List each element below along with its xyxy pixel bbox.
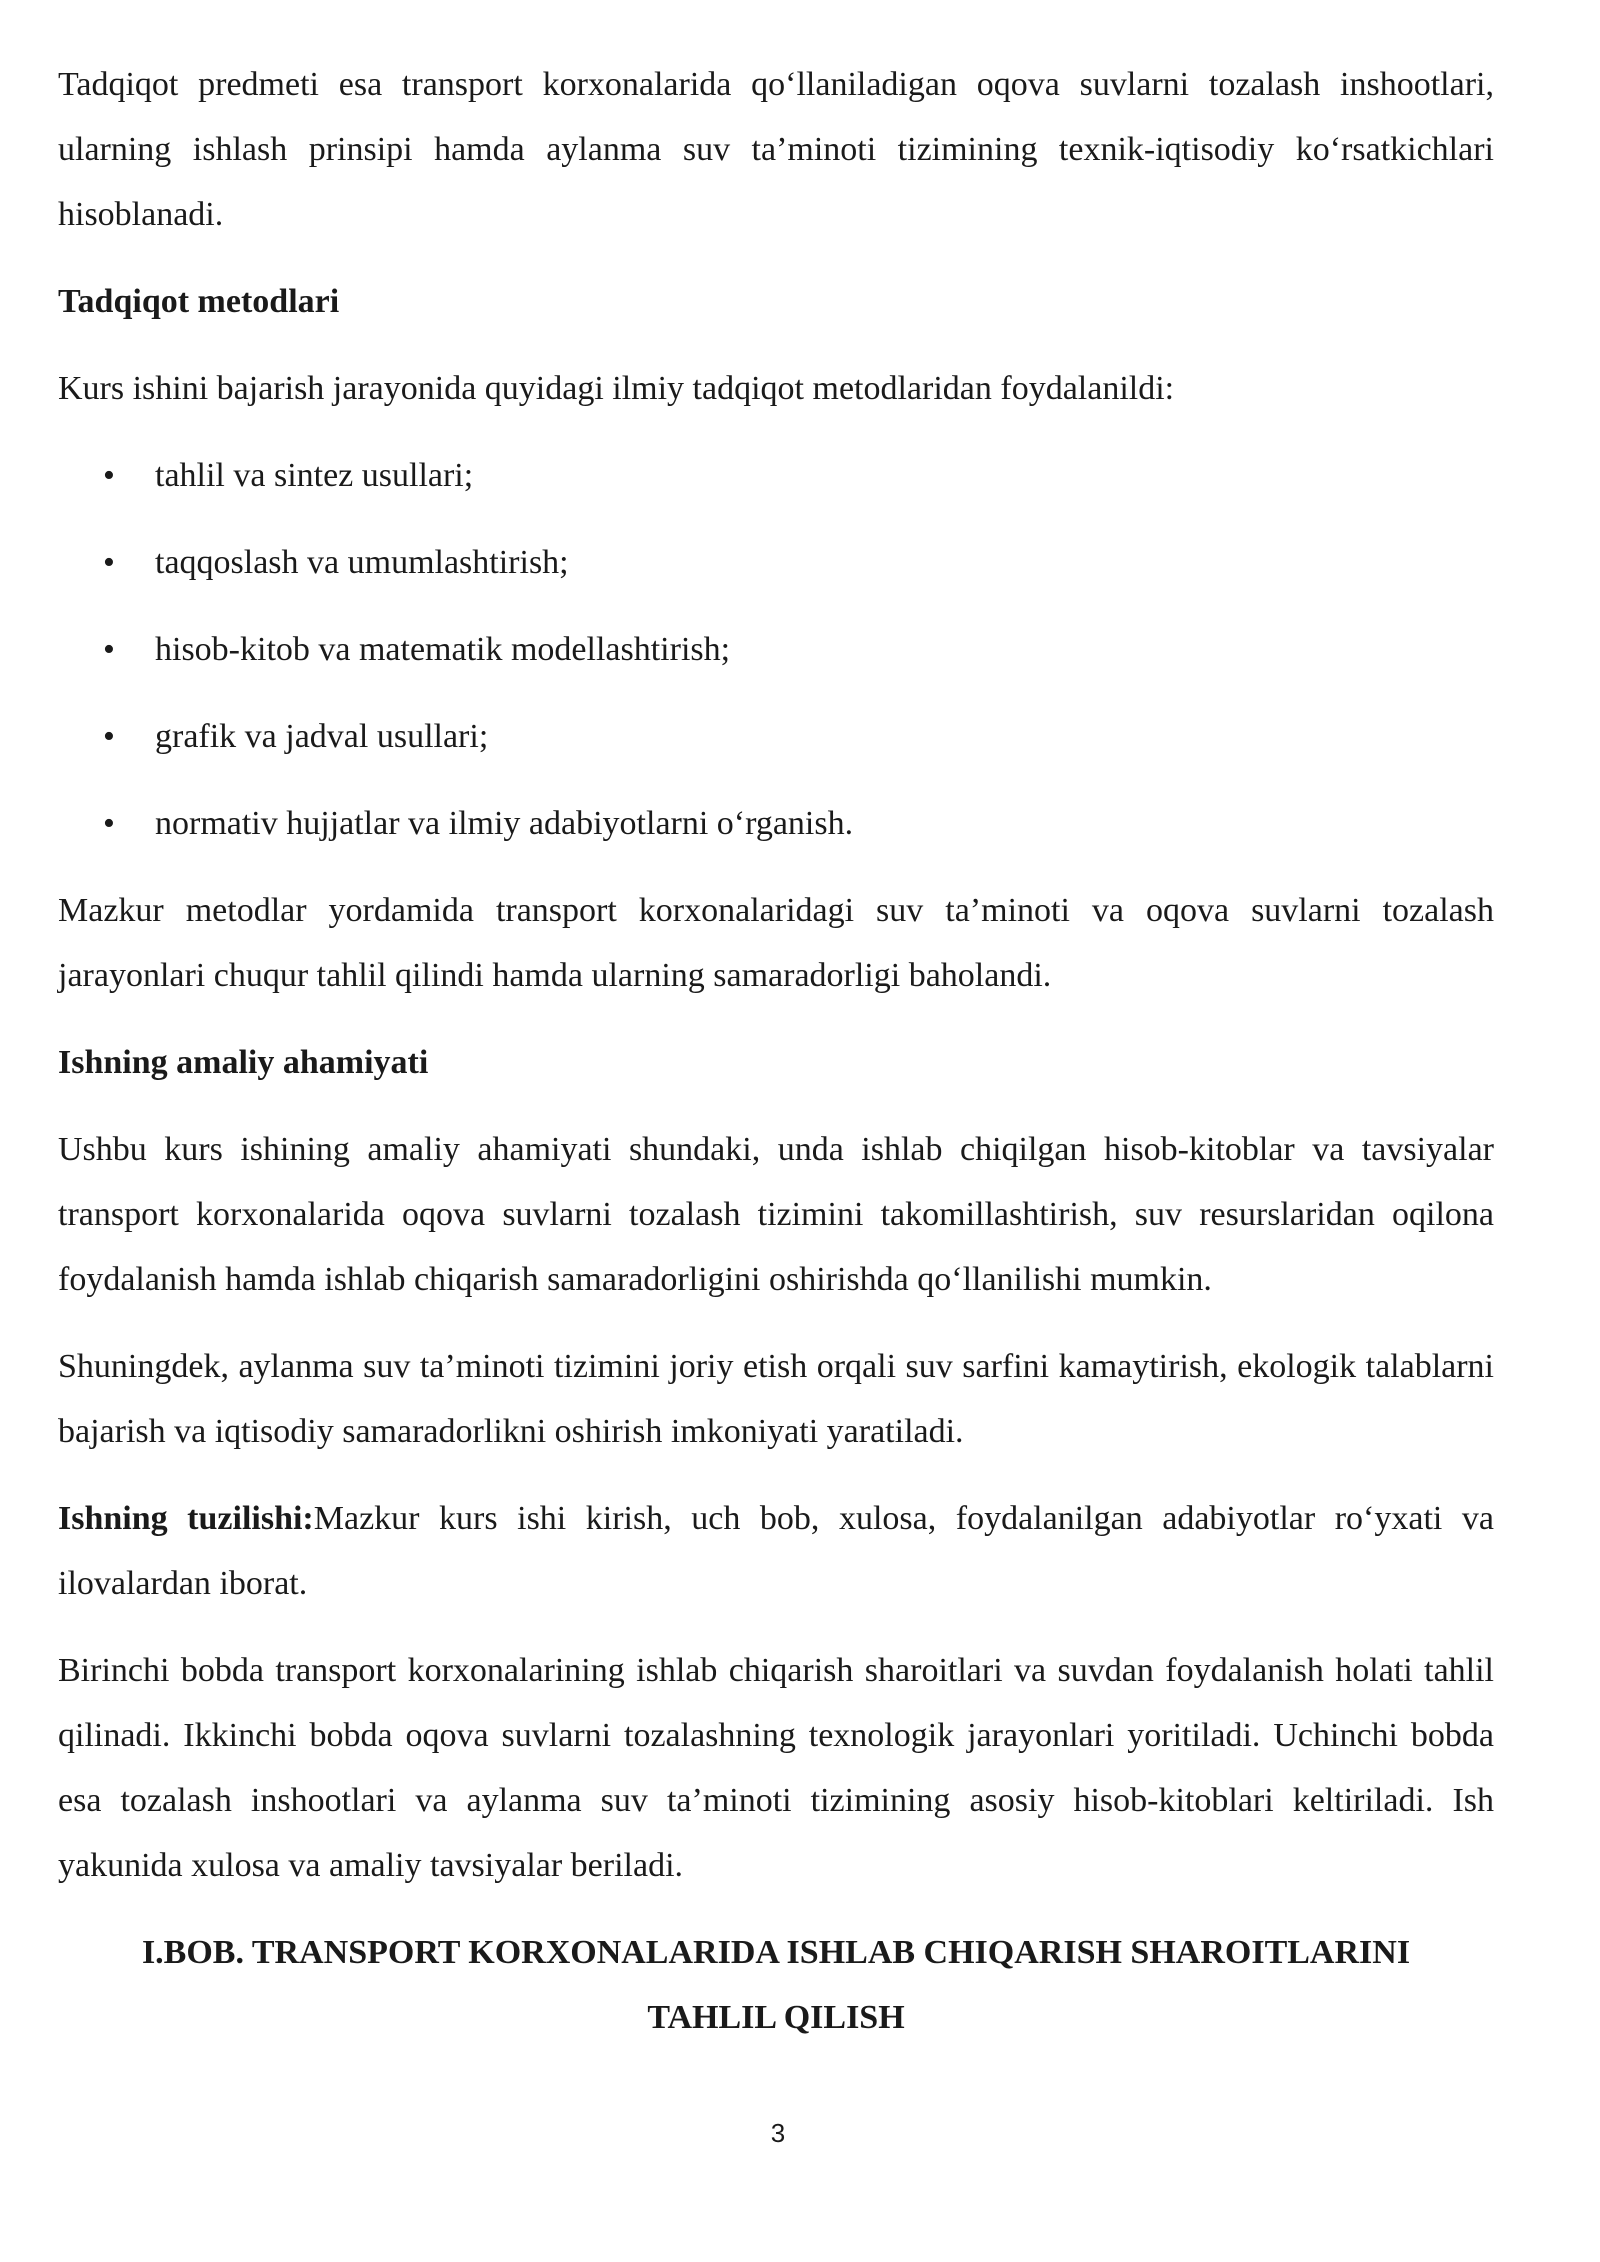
methods-heading: Tadqiqot metodlari xyxy=(58,283,340,320)
structure-text: Mazkur kurs ishi kirish, uch bob, xulosa, foydalanilgan adabiyotlar ro‘yxati va ilovalardan iborat. xyxy=(58,1500,1494,1602)
structure-paragraph xyxy=(58,1486,1494,1616)
list-item xyxy=(58,791,1494,856)
list-item-text: taqqoslash va umumlashtirish; xyxy=(155,544,569,581)
bullet-icon: • xyxy=(103,718,115,755)
chapter-title-line-2: TAHLIL QILISH xyxy=(647,1999,905,2036)
bullet-icon: • xyxy=(103,457,115,494)
list-item-text: normativ hujjatlar va ilmiy adabiyotlarni o‘rganish. xyxy=(155,805,854,842)
bullet-icon: • xyxy=(103,631,115,668)
methods-list xyxy=(58,443,1494,856)
practical-paragraph-1: Ushbu kurs ishining amaliy ahamiyati shundaki, unda ishlab chiqilgan hisob-kitoblar va tavsiyalar transport korxonalarida oqova suvlarni tozalash tizimini takomillashtirish, suv resurslaridan oqilona foydalanish hamda ishlab chiqarish samaradorligini oshirishda qo‘llanilishi mumkin. xyxy=(58,1131,1494,1298)
chapter-title xyxy=(58,1920,1494,2050)
document-page xyxy=(58,52,1494,2050)
practical-heading: Ishning amaliy ahamiyati xyxy=(58,1044,429,1081)
list-item xyxy=(58,530,1494,595)
bullet-icon: • xyxy=(103,544,115,581)
list-item-text: grafik va jadval usullari; xyxy=(155,718,489,755)
list-item xyxy=(58,617,1494,682)
chapter-title-line-1: I.BOB. TRANSPORT KORXONALARIDA ISHLAB CHIQARISH SHAROITLARINI xyxy=(141,1934,1411,1971)
subject-paragraph: Tadqiqot predmeti esa transport korxonalarida qo‘llaniladigan oqova suvlarni tozalash inshootlari, ularning ishlash prinsipi hamda aylanma suv ta’minoti tizimining texnik-iqtisodiy ko‘rsatkichlari hisoblanadi. xyxy=(58,66,1494,233)
chapters-overview-paragraph: Birinchi bobda transport korxonalarining ishlab chiqarish sharoitlari va suvdan foydalanish holati tahlil qilinadi. Ikkinchi bobda oqova suvlarni tozalashning texnologik jarayonlari yoritiladi. Uchinchi bobda esa tozalash inshootlari va aylanma suv ta’minoti tizimining asosiy hisob-kitoblari keltiriladi. Ish yakunida xulosa va amaliy tavsiyalar beriladi. xyxy=(58,1652,1494,1884)
methods-conclusion-paragraph: Mazkur metodlar yordamida transport korxonalaridagi suv ta’minoti va oqova suvlarni tozalash jarayonlari chuqur tahlil qilindi hamda ularning samaradorligi baholandi. xyxy=(58,892,1494,994)
page-number: 3 xyxy=(770,2118,786,2148)
practical-paragraph-2: Shuningdek, aylanma suv ta’minoti tizimini joriy etish orqali suv sarfini kamaytirish, ekologik talablarni bajarish va iqtisodiy samaradorlikni oshirish imkoniyati yaratiladi. xyxy=(58,1348,1494,1450)
list-item xyxy=(58,704,1494,769)
list-item xyxy=(58,443,1494,508)
structure-label: Ishning tuzilishi: xyxy=(58,1500,314,1537)
list-item-text: hisob-kitob va matematik modellashtirish; xyxy=(155,631,731,668)
list-item-text: tahlil va sintez usullari; xyxy=(155,457,474,494)
methods-intro-paragraph: Kurs ishini bajarish jarayonida quyidagi ilmiy tadqiqot metodlaridan foydalanildi: xyxy=(58,370,1175,407)
bullet-icon: • xyxy=(103,805,115,842)
